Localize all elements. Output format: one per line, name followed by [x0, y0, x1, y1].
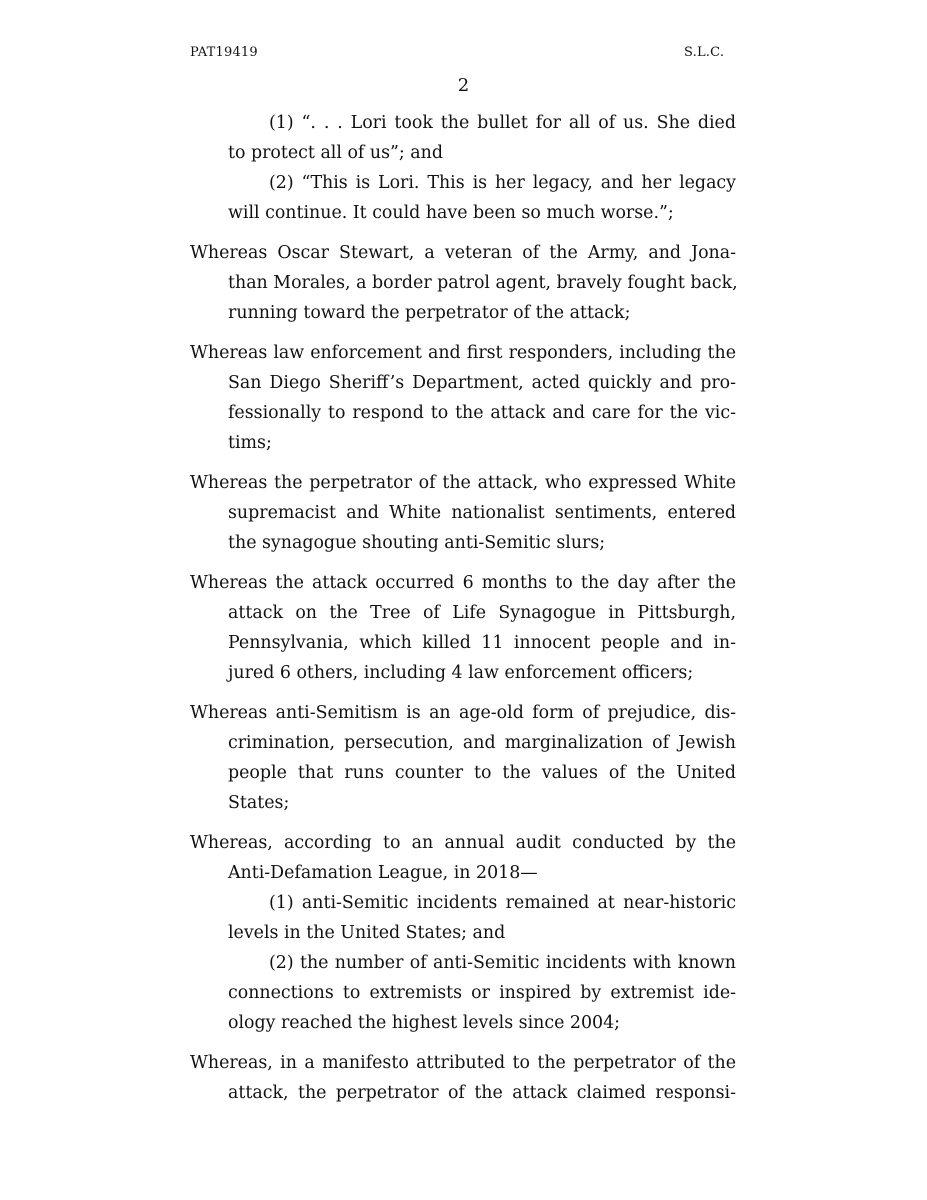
text-line: Whereas the perpetrator of the attack, who expressed White — [190, 473, 736, 493]
text-line: fessionally to respond to the attack and care for the vic- — [228, 403, 736, 423]
text-line: (2) “This is Lori. This is her legacy, and her legacy — [269, 173, 736, 193]
text-line: supremacist and White nationalist sentiments, entered — [228, 503, 736, 523]
text-line: people that runs counter to the values of the United — [228, 763, 736, 783]
text-line: (1) “. . . Lori took the bullet for all of us. She died — [269, 113, 736, 133]
text-line: attack, the perpetrator of the attack claimed responsi- — [228, 1083, 736, 1103]
text-line: States; — [228, 793, 290, 813]
text-line: will continue. It could have been so much worse.”; — [228, 203, 674, 223]
text-line: connections to extremists or inspired by extremist ide- — [228, 983, 736, 1003]
text-line: to protect all of us”; and — [228, 143, 443, 163]
text-line: running toward the perpetrator of the attack; — [228, 303, 631, 323]
text-line: Whereas, according to an annual audit conducted by the — [190, 833, 736, 853]
text-line: Whereas the attack occurred 6 months to the day after the — [190, 573, 736, 593]
text-line: (1) anti-Semitic incidents remained at near-historic — [269, 893, 736, 913]
text-line: jured 6 others, including 4 law enforcement officers; — [228, 663, 694, 683]
text-line: (2) the number of anti-Semitic incidents with known — [269, 953, 736, 973]
text-line: Whereas anti-Semitism is an age-old form of prejudice, dis- — [190, 703, 736, 723]
page-number: 2 — [457, 75, 470, 96]
text-line: ology reached the highest levels since 2004; — [228, 1013, 621, 1033]
text-line: than Morales, a border patrol agent, bravely fought back, — [228, 273, 738, 293]
text-line: crimination, persecution, and marginalization of Jewish — [228, 733, 736, 753]
text-line: levels in the United States; and — [228, 923, 506, 943]
text-line: tims; — [228, 433, 272, 453]
header-doc-id: PAT19419 — [190, 45, 258, 60]
text-line: the synagogue shouting anti-Semitic slurs; — [228, 533, 606, 553]
text-line: Whereas law enforcement and first responders, including the — [190, 343, 736, 363]
text-line: Pennsylvania, which killed 11 innocent people and in- — [228, 633, 736, 653]
text-line: attack on the Tree of Life Synagogue in Pittsburgh, — [228, 603, 736, 623]
text-line: San Diego Sheriff’s Department, acted quickly and pro- — [228, 373, 736, 393]
header-office: S.L.C. — [684, 45, 725, 60]
text-line: Whereas Oscar Stewart, a veteran of the Army, and Jona- — [190, 243, 736, 263]
text-line: Anti-Defamation League, in 2018— — [228, 863, 538, 883]
text-line: Whereas, in a manifesto attributed to the perpetrator of the — [190, 1053, 736, 1073]
